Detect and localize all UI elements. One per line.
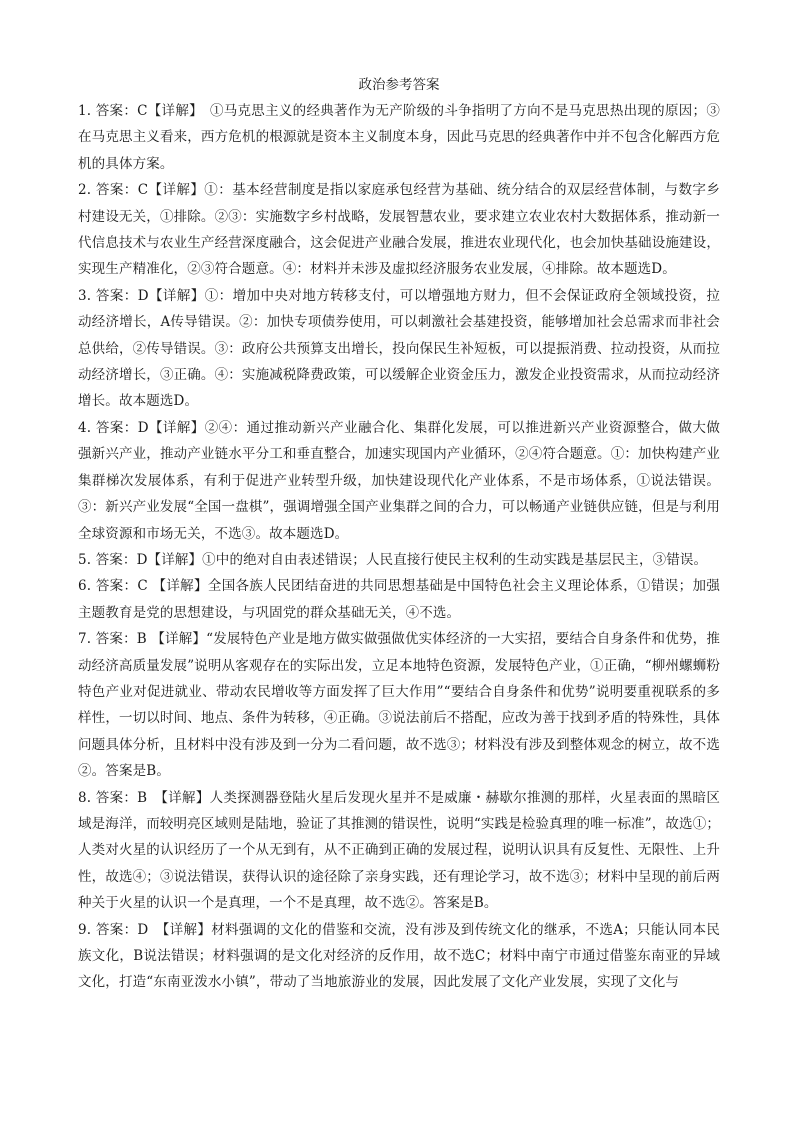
answer-item-1: 1. 答案：C【详解】 ①马克思主义的经典著作为无产阶级的斗争指明了方向不是马克思热出现的原因；③在马克思主义看来，西方危机的根源就是资本主义制度本身，因此马克思的经典著作中并不包含化解西方危机的具体方案。 [78, 103, 720, 172]
answer-item-8: 8. 答案：B 【详解】人类探测器登陆火星后发现火星并不是威廉・赫歇尔推测的那样，火星表面的黑暗区域是海洋，而较明亮区域则是陆地，验证了其推测的错误性，说明“实践是检验真理的唯一标准”，故选①；人类对火星的认识经历了一个从无到有，从不正确到正确的发展过程，说明认识具有反复性、无限性、上升性，故选④；③说法错误，获得认识的途径除了亲身实践，还有理论学习，故不选③；材料中呈现的前后两种关于火星的认识一个是真理，一个不是真理，故不选②。答案是B。 [78, 789, 721, 912]
answer-item-3: 3. 答案：D【详解】①：增加中央对地方转移支付，可以增强地方财力，但不会保证政府全领域投资，拉动经济增长，A传导错误。②：加快专项债券使用，可以刺激社会基建投资，能够增加社会总需求而非社会总供给，②传导错误。③：政府公共预算支出增长，投向保民生补短板，可以提振消费、拉动投资，从而拉动经济增长，③正确。④：实施减税降费政策，可以缓解企业资金压力，激发企业投资需求，从而拉动经济增长。故本题选D。 [78, 287, 720, 410]
answer-item-6: 6. 答案：C 【详解】全国各族人民团结奋进的共同思想基础是中国特色社会主义理论体系，①错误；加强主题教育是党的思想建设，与巩固党的群众基础无关，④不选。 [78, 578, 720, 621]
answer-item-7: 7. 答案：B 【详解】“发展特色产业是地方做实做强做优实体经济的一大实招，要结合自身条件和优势，推动经济高质量发展”说明从客观存在的实际出发，立足本地特色资源，发展特色产业，①正确，“柳州螺蛳粉特色产业对促进就业、带动农民增收等方面发挥了巨大作用”“要结合自身条件和优势”说明要重视联系的多样性，一切以时间、地点、条件为转移，④正确。③说法前后不搭配，应改为善于找到矛盾的特殊性，具体问题具体分析，且材料中没有涉及到一分为二看问题，故不选③；材料没有涉及到整体观念的树立，故不选②。答案是B。 [78, 631, 721, 780]
answer-document [78, 72, 720, 996]
page-title: 政治参考答案 [358, 77, 440, 93]
answer-item-4: 4. 答案：D【详解】②④：通过推动新兴产业融合化、集群化发展，可以推进新兴产业资源整合，做大做强新兴产业，推动产业链水平分工和垂直整合，加速实现国内产业循环，②④符合题意。①：加快构建产业集群梯次发展体系，有利于促进产业转型升级，加快建设现代化产业体系，不是市场体系，①说法错误。③：新兴产业发展“全国一盘棋”，强调增强全国产业集群之间的合力，可以畅通产业链供应链，但是与利用全球资源和市场无关，不选③。故本题选D。 [78, 419, 721, 542]
answer-item-9: 9. 答案：D 【详解】材料强调的文化的借鉴和交流，没有涉及到传统文化的继承，不选A；只能认同本民族文化，B说法错误；材料强调的是文化对经济的反作用，故不选C；材料中南宁市通过借鉴东南亚的异域文化，打造“东南亚泼水小镇”，带动了当地旅游业的发展，因此发展了文化产业发展，实现了文化与 [78, 921, 720, 991]
answer-item-2: 2. 答案：C【详解】①：基本经营制度是指以家庭承包经营为基础、统分结合的双层经营体制，与数字乡村建设无关，①排除。②③：实施数字乡村战略，发展智慧农业，要求建立农业农村大数据体系，推动新一代信息技术与农业生产经营深度融合，这会促进产业融合发展，推进农业现代化，也会加快基础设施建设，实现生产精准化，②③符合题意。④：材料并未涉及虚拟经济服务农业发展，④排除。故本题选D。 [78, 182, 720, 278]
answer-item-5: 5. 答案：D【详解】①中的绝对自由表述错误；人民直接行使民主权利的生动实践是基层民主，③错误。 [78, 551, 708, 568]
